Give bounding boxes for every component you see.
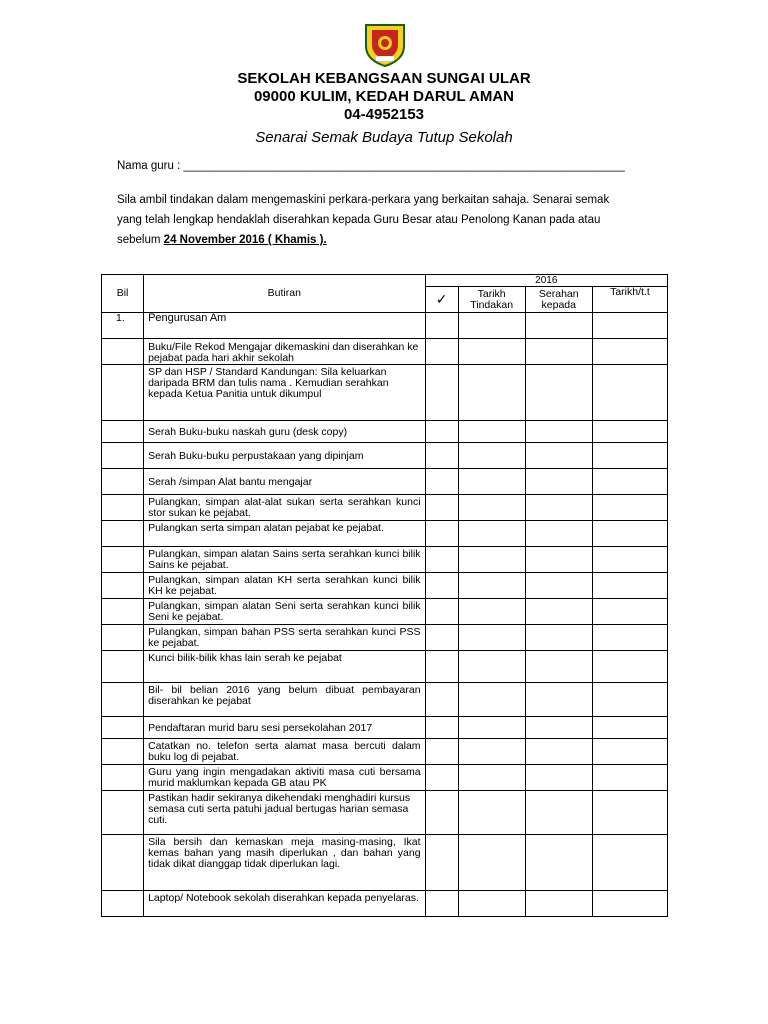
serahan-cell[interactable] bbox=[525, 651, 592, 683]
bil-cell bbox=[102, 599, 144, 625]
check-cell[interactable] bbox=[425, 717, 458, 739]
col-header-tarikh-tindakan: Tarikh Tindakan bbox=[458, 287, 525, 313]
check-cell[interactable] bbox=[425, 791, 458, 835]
serahan-cell[interactable] bbox=[525, 765, 592, 791]
butiran-cell: Bil- bil belian 2016 yang belum dibuat pembayaran diserahkan ke pejabat bbox=[144, 683, 425, 717]
tarikh-tt-cell[interactable] bbox=[592, 835, 667, 891]
table-row bbox=[102, 365, 668, 421]
bil-cell bbox=[102, 573, 144, 599]
butiran-cell: Pulangkan, simpan alatan Seni serta serahkan kunci bilik Seni ke pejabat. bbox=[144, 599, 425, 625]
tarikh-tt-cell[interactable] bbox=[592, 469, 667, 495]
bil-cell bbox=[102, 495, 144, 521]
check-cell[interactable] bbox=[425, 765, 458, 791]
school-address: 09000 KULIM, KEDAH DARUL AMAN bbox=[253, 88, 515, 105]
table-row bbox=[102, 547, 668, 573]
tarikh-tt-cell[interactable] bbox=[592, 765, 667, 791]
tarikh-tt-cell[interactable] bbox=[592, 313, 667, 339]
butiran-cell: Sila bersih dan kemaskan meja masing-masing, Ikat kemas bahan yang masih diperlukan , dan bahan yang tidak dikat dianggap tidak diperlukan lagi. bbox=[144, 835, 425, 891]
bil-cell bbox=[102, 521, 144, 547]
tarikh-tindakan-cell[interactable] bbox=[458, 791, 525, 835]
bil-cell bbox=[102, 717, 144, 739]
tarikh-tt-cell[interactable] bbox=[592, 625, 667, 651]
tarikh-tindakan-cell[interactable] bbox=[458, 835, 525, 891]
butiran-cell: Pastikan hadir sekiranya dikehendaki menghadiri kursus semasa cuti serta patuhi jadual bertugas harian semasa cuti. bbox=[144, 791, 425, 835]
butiran-cell: SP dan HSP / Standard Kandungan: Sila keluarkan daripada BRM dan tulis nama . Kemudian serahkan kepada Ketua Panitia untuk dikumpul bbox=[144, 365, 425, 421]
tarikh-tindakan-cell[interactable] bbox=[458, 495, 525, 521]
table-row bbox=[102, 717, 668, 739]
table-row bbox=[102, 651, 668, 683]
instruction-paragraph bbox=[117, 190, 637, 250]
tarikh-tt-cell[interactable] bbox=[592, 683, 667, 717]
bil-cell bbox=[102, 835, 144, 891]
tarikh-tt-cell[interactable] bbox=[592, 599, 667, 625]
tarikh-tindakan-cell[interactable] bbox=[458, 339, 525, 365]
bil-cell bbox=[102, 683, 144, 717]
col-header-serahan: Serahan kepada bbox=[525, 287, 592, 313]
bil-cell bbox=[102, 651, 144, 683]
serahan-cell[interactable] bbox=[525, 495, 592, 521]
tarikh-tt-cell[interactable] bbox=[592, 791, 667, 835]
section-number: 1. bbox=[102, 313, 144, 339]
table-row bbox=[102, 683, 668, 717]
bil-cell bbox=[102, 765, 144, 791]
tarikh-tindakan-cell[interactable] bbox=[458, 599, 525, 625]
teacher-name-field[interactable] bbox=[117, 160, 625, 172]
tarikh-tindakan-cell[interactable] bbox=[458, 651, 525, 683]
bil-cell bbox=[102, 791, 144, 835]
tarikh-tindakan-cell[interactable] bbox=[458, 421, 525, 443]
table-row bbox=[102, 625, 668, 651]
bil-cell bbox=[102, 891, 144, 917]
tarikh-tindakan-cell[interactable] bbox=[458, 469, 525, 495]
table-row bbox=[102, 495, 668, 521]
tarikh-tindakan-cell[interactable] bbox=[458, 573, 525, 599]
tarikh-tt-cell[interactable] bbox=[592, 717, 667, 739]
check-cell[interactable] bbox=[425, 313, 458, 339]
table-row bbox=[102, 599, 668, 625]
tarikh-tt-cell[interactable] bbox=[592, 547, 667, 573]
col-header-butiran: Butiran bbox=[144, 275, 425, 313]
tarikh-tindakan-cell[interactable] bbox=[458, 313, 525, 339]
tarikh-tt-cell[interactable] bbox=[592, 521, 667, 547]
serahan-cell[interactable] bbox=[525, 521, 592, 547]
table-row bbox=[102, 891, 668, 917]
check-cell[interactable] bbox=[425, 365, 458, 421]
check-cell[interactable] bbox=[425, 469, 458, 495]
butiran-cell: Pulangkan, simpan alatan Sains serta serahkan kunci bilik Sains ke pejabat. bbox=[144, 547, 425, 573]
check-cell[interactable] bbox=[425, 443, 458, 469]
col-header-year: 2016 bbox=[425, 275, 667, 287]
tarikh-tindakan-cell[interactable] bbox=[458, 547, 525, 573]
bil-cell bbox=[102, 421, 144, 443]
section-row bbox=[102, 313, 668, 339]
table-row bbox=[102, 521, 668, 547]
butiran-cell: Pulangkan, simpan alatan KH serta serahkan kunci bilik KH ke pejabat. bbox=[144, 573, 425, 599]
col-header-checkmark: ✓ bbox=[425, 287, 458, 313]
tarikh-tt-cell[interactable] bbox=[592, 339, 667, 365]
tarikh-tt-cell[interactable] bbox=[592, 443, 667, 469]
bil-cell bbox=[102, 739, 144, 765]
serahan-cell[interactable] bbox=[525, 547, 592, 573]
tarikh-tindakan-cell[interactable] bbox=[458, 625, 525, 651]
tarikh-tindakan-cell[interactable] bbox=[458, 521, 525, 547]
bil-cell bbox=[102, 625, 144, 651]
school-phone: 04-4952153 bbox=[343, 106, 425, 123]
check-cell[interactable] bbox=[425, 651, 458, 683]
serahan-cell[interactable] bbox=[525, 443, 592, 469]
school-name: SEKOLAH KEBANGSAAN SUNGAI ULAR bbox=[237, 70, 531, 87]
butiran-cell: Kunci bilik-bilik khas lain serah ke pejabat bbox=[144, 651, 425, 683]
tarikh-tindakan-cell[interactable] bbox=[458, 717, 525, 739]
tarikh-tt-cell[interactable] bbox=[592, 495, 667, 521]
check-cell[interactable] bbox=[425, 835, 458, 891]
bil-cell bbox=[102, 547, 144, 573]
butiran-cell: Guru yang ingin mengadakan aktiviti masa cuti bersama murid maklumkan kepada GB atau PK bbox=[144, 765, 425, 791]
serahan-cell[interactable] bbox=[525, 625, 592, 651]
deadline-date: 24 November 2016 ( Khamis ). bbox=[163, 234, 327, 246]
check-cell[interactable] bbox=[425, 339, 458, 365]
table-row bbox=[102, 339, 668, 365]
serahan-cell[interactable] bbox=[525, 573, 592, 599]
checklist-table bbox=[101, 274, 668, 917]
check-cell[interactable] bbox=[425, 683, 458, 717]
serahan-cell[interactable] bbox=[525, 739, 592, 765]
butiran-cell: Catatkan no. telefon serta alamat masa bercuti dalam buku log di pejabat. bbox=[144, 739, 425, 765]
check-cell[interactable] bbox=[425, 599, 458, 625]
col-header-bil: Bil bbox=[102, 275, 144, 313]
check-cell[interactable] bbox=[425, 891, 458, 917]
bil-cell bbox=[102, 365, 144, 421]
butiran-cell: Buku/File Rekod Mengajar dikemaskini dan diserahkan ke pejabat pada hari akhir sekolah bbox=[144, 339, 425, 365]
serahan-cell[interactable] bbox=[525, 683, 592, 717]
tarikh-tindakan-cell[interactable] bbox=[458, 365, 525, 421]
butiran-cell: Laptop/ Notebook sekolah diserahkan kepada penyelaras. bbox=[144, 891, 425, 917]
page-title: Senarai Semak Budaya Tutup Sekolah bbox=[255, 129, 513, 146]
table-row bbox=[102, 791, 668, 835]
serahan-cell[interactable] bbox=[525, 599, 592, 625]
school-crest-logo bbox=[362, 22, 408, 68]
serahan-cell[interactable] bbox=[525, 835, 592, 891]
butiran-cell: Pulangkan, simpan alat-alat sukan serta serahkan kunci stor sukan ke pejabat. bbox=[144, 495, 425, 521]
serahan-cell[interactable] bbox=[525, 339, 592, 365]
butiran-cell: Serah /simpan Alat bantu mengajar bbox=[144, 469, 425, 495]
tarikh-tindakan-cell[interactable] bbox=[458, 443, 525, 469]
table-row bbox=[102, 835, 668, 891]
tarikh-tt-cell[interactable] bbox=[592, 573, 667, 599]
check-cell[interactable] bbox=[425, 547, 458, 573]
table-row bbox=[102, 573, 668, 599]
butiran-cell: Pulangkan, simpan bahan PSS serta serahkan kunci PSS ke pejabat. bbox=[144, 625, 425, 651]
tarikh-tt-cell[interactable] bbox=[592, 365, 667, 421]
check-cell[interactable] bbox=[425, 573, 458, 599]
serahan-cell[interactable] bbox=[525, 791, 592, 835]
table-row bbox=[102, 765, 668, 791]
teacher-name-label: Nama guru : bbox=[117, 160, 181, 172]
table-row bbox=[102, 443, 668, 469]
tarikh-tt-cell[interactable] bbox=[592, 739, 667, 765]
teacher-name-line[interactable]: _____________________________________________________________________ bbox=[183, 160, 625, 172]
bil-cell bbox=[102, 469, 144, 495]
tarikh-tindakan-cell[interactable] bbox=[458, 765, 525, 791]
table-row bbox=[102, 469, 668, 495]
check-cell[interactable] bbox=[425, 625, 458, 651]
butiran-cell: Serah Buku-buku naskah guru (desk copy) bbox=[144, 421, 425, 443]
tarikh-tt-cell[interactable] bbox=[592, 651, 667, 683]
bil-cell bbox=[102, 443, 144, 469]
table-row bbox=[102, 739, 668, 765]
tarikh-tt-cell[interactable] bbox=[592, 891, 667, 917]
tarikh-tindakan-cell[interactable] bbox=[458, 891, 525, 917]
col-header-tarikh-tt: Tarikh/t.t bbox=[592, 287, 667, 313]
check-cell[interactable] bbox=[425, 739, 458, 765]
check-cell[interactable] bbox=[425, 421, 458, 443]
bil-cell bbox=[102, 339, 144, 365]
butiran-cell: Serah Buku-buku perpustakaan yang dipinjam bbox=[144, 443, 425, 469]
serahan-cell[interactable] bbox=[525, 365, 592, 421]
serahan-cell[interactable] bbox=[525, 891, 592, 917]
section-title: Pengurusan Am bbox=[144, 313, 425, 339]
check-cell[interactable] bbox=[425, 495, 458, 521]
instruction-text: Sila ambil tindakan dalam mengemaskini perkara-perkara yang berkaitan sahaja. Senarai semak yang telah lengkap hendaklah diserahkan kepada Guru Besar atau Penolong Kanan pada atau sebelum bbox=[117, 194, 610, 246]
serahan-cell[interactable] bbox=[525, 421, 592, 443]
tarikh-tindakan-cell[interactable] bbox=[458, 683, 525, 717]
tarikh-tt-cell[interactable] bbox=[592, 421, 667, 443]
butiran-cell: Pendaftaran murid baru sesi persekolahan 2017 bbox=[144, 717, 425, 739]
table-row bbox=[102, 421, 668, 443]
tarikh-tindakan-cell[interactable] bbox=[458, 739, 525, 765]
serahan-cell[interactable] bbox=[525, 313, 592, 339]
butiran-cell: Pulangkan serta simpan alatan pejabat ke pejabat. bbox=[144, 521, 425, 547]
serahan-cell[interactable] bbox=[525, 469, 592, 495]
check-cell[interactable] bbox=[425, 521, 458, 547]
serahan-cell[interactable] bbox=[525, 717, 592, 739]
